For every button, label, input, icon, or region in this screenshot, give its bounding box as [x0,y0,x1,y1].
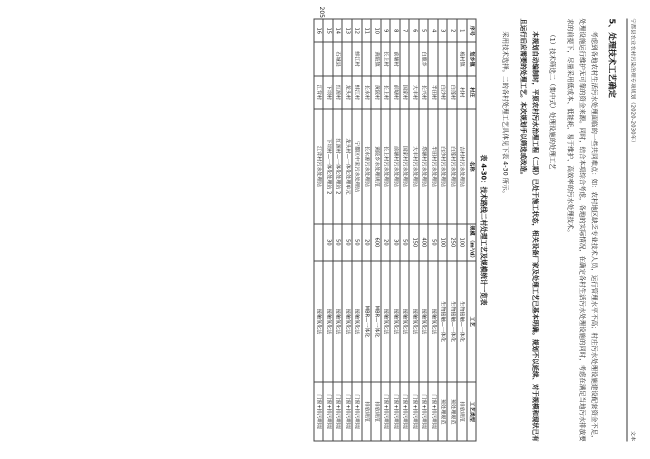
cell-type: 排放规范 [361,382,371,441]
cell-name: 红源村—一体化处理站 2 [332,109,342,224]
cell-tech: MBR—一体化 [371,260,381,382]
cell-town [361,42,371,75]
table-row [428,19,438,441]
cell-village: 大丰村 [409,75,419,108]
col-tech: 工艺 [466,260,476,382]
cell-village: 半田村 [428,75,438,108]
table-row [332,19,342,441]
village-treatment-table [313,18,476,441]
cell-town [342,42,352,75]
cell-type: 门窗+排污明堤 [323,382,333,441]
cell-scale: 50 [332,223,342,260]
cell-type: 门窗+排污明堤 [428,382,438,441]
col-no: 序号 [466,19,476,42]
cell-scale: 150 [409,223,419,260]
table-row [399,19,409,441]
cell-type: 门窗+排污明堤 [409,382,419,441]
cell-type: 门窗+排污明堤 [313,382,323,441]
cell-name: 白莲村污水处理站 [447,109,457,224]
cell-tech: 生物接触—一体化 [457,260,467,382]
col-name: 名称 [466,109,476,224]
page-number: 205 [317,6,325,18]
table-row [361,19,371,441]
paragraph-1: 考虑到各地农村生活污水处理面临的一些共同难点：如：农村地区缺乏专业技术人员，运行管理水平不高；村庄污水处理设施建设配套资金不足，处理设施运行维护无可靠的资金来源。同时，结合本项综合考虑，各地的实际情况，在确定各村生活污水处理设施的同时，考虑在满足当地污水排放要求的前提下，尽量采用低成本、低能耗、易于维护、高效率的污水处理技术。 [566,18,598,441]
cell-tech: 接触氧化法 [418,260,428,382]
cell-scale: 50 [342,223,352,260]
cell-scale: 250 [447,223,457,260]
cell-type: 门窗+排污明堤 [418,382,428,441]
cell-name: 前塘村污水处理站 [390,109,400,224]
table-row [418,19,428,441]
cell-scale: 100 [457,223,467,260]
cell-scale: 400 [418,223,428,260]
cell-town [437,42,447,75]
cell-type: 排放规范 [457,382,467,441]
cell-no: 14 [332,19,342,42]
cell-village: 龙头村 [342,75,352,108]
cell-no: 2 [447,19,457,42]
col-type: 工艺类型 [466,382,476,441]
cell-village: 江背村 [313,75,323,108]
table-row [313,19,323,441]
cell-no: 7 [399,19,409,42]
table-row [390,19,400,441]
cell-name: 国家村污水处理站 [399,109,409,224]
cell-village: 白沙村 [437,75,447,108]
cell-village: 长兴村 [418,75,428,108]
table-row [342,19,352,441]
cell-type: 门窗+排污明堤 [332,382,342,441]
cell-town [447,42,457,75]
paragraph-3: 本规划自动编制时，平原农村污水治理工程（二期）已处于施工状态，相关设备厂家及处理工艺已基本明确。规划不以延续、对于规模和现状已有且运行后应需要的处理工艺。本次规划手以筛选或改造。 [518,18,539,441]
cell-name: 龙头村—一体化处理单元 [342,109,352,224]
cell-no: 5 [418,19,428,42]
cell-no: 9 [380,19,390,42]
cell-tech: 生物接触—一体化 [447,260,457,382]
col-scale: 规模 （m³/d） [468,224,474,261]
cell-tech: 接触氧化法 [332,260,342,382]
page-footer [316,6,335,17]
cell-tech: 生物接触—一体化 [437,260,447,382]
cell-name: 大丰村污水处理站 [409,109,419,224]
cell-tech: 接触氧化法 [390,260,400,382]
table-row [437,19,447,441]
cell-village: 下坝村 [323,75,333,108]
cell-scale [313,223,323,260]
cell-tech: 接触氧化法 [351,260,361,382]
cell-village: 蚌江村 [351,75,361,108]
cell-type: 预处理规范 [437,382,447,441]
table-row [323,19,333,441]
cell-village: 国家村 [399,75,409,108]
cell-name: 宁都区中家污水处理站 [351,109,361,224]
cell-town [428,42,438,75]
cell-town [323,42,333,75]
cell-type: 门窗+排污明堤 [342,382,352,441]
cell-village: 长上村 [380,75,390,108]
cell-name: 塔塘村污水处理站 [418,109,428,224]
header-left-title: 宁都县农业农村污染治理专项规划（2020-2030年） [629,18,635,146]
cell-village: 前塘村 [390,75,400,108]
cell-town: 白鹿乡 [418,42,428,75]
cell-town [313,42,323,75]
cell-type: 门窗+排污明堤 [390,382,400,441]
cell-tech: 接触氧化法 [399,260,409,382]
cell-no: 12 [351,19,361,42]
section-heading: 5、处理技术工艺确定 [607,18,617,98]
table-body [313,19,466,441]
cell-scale: 20 [380,223,390,260]
table-caption: 表 4-30：技术路线二村处理工艺及规模统计一览表 [479,154,488,305]
cell-no: 3 [437,19,447,42]
cell-tech: 接触氧化法 [380,260,390,382]
cell-scale: 50 [399,223,409,260]
cell-scale: 20 [361,223,371,260]
cell-no: 15 [323,19,333,42]
cell-village: 红源村 [332,75,342,108]
cell-no: 6 [409,19,419,42]
cell-name: 下坝村—一体化处理站 2 [323,109,333,224]
cell-scale: 50 [351,223,361,260]
cell-town: 黄陂镇 [371,42,381,75]
cell-name: 黄陂乡水处理规范 [371,109,381,224]
cell-town [399,42,409,75]
cell-tech: MBR—一体化 [361,260,371,382]
header-right-label: 文本 [629,430,635,441]
table-row [371,19,381,441]
cell-name: 白沙村污水处理站 [437,109,447,224]
cell-type: 预处理规范 [447,382,457,441]
cell-no: 13 [342,19,352,42]
table-row [351,19,361,441]
table-row [380,19,390,441]
page-header [626,18,636,441]
cell-type: 门窗+排污明堤 [399,382,409,441]
cell-name: 半田村污水处理站 [428,109,438,224]
cell-type: 排放规范 [371,382,381,441]
paragraph-4: 采用技术选择。二的各村处理工艺具体见下表 4-30 所示。 [500,30,509,197]
cell-tech: 接触氧化法 [409,260,419,382]
table-row [409,19,419,441]
cell-type: 门窗+排污明堤 [351,382,361,441]
cell-village: 黄陂村 [371,75,381,108]
cell-town: 长上村 [380,42,390,75]
cell-town [409,42,419,75]
cell-type: 门窗+排污明堤 [380,382,390,441]
cell-scale: 50 [428,223,438,260]
cell-no: 10 [371,19,381,42]
cell-town: 石城县 [332,42,342,75]
cell-village: 村村 [457,75,467,108]
table-header-row [466,19,476,441]
cell-tech: 接触氧化法 [428,260,438,382]
cell-town: 梅村镇 [457,42,467,75]
cell-scale: 30 [390,223,400,260]
cell-name: 长水源污水处理站 [361,109,371,224]
cell-no: 16 [313,19,323,42]
cell-no: 11 [361,19,371,42]
cell-no: 1 [457,19,467,42]
cell-name: 江背村污水处理站 [313,109,323,224]
cell-scale: 100 [437,223,447,260]
cell-village: 白莲村 [447,75,457,108]
cell-no: 8 [390,19,400,42]
cell-tech: 接触氧化法 [313,260,323,382]
cell-name: 吉村村污水处理站 [457,109,467,224]
table-row [457,19,467,441]
paragraph-2: （1）技术筛选二（集中式）处理设施的处理工艺 [548,30,557,170]
cell-scale: 30 [323,223,333,260]
col-town: 划乡镇 [466,42,476,75]
cell-town: 蚌江村 [351,42,361,75]
cell-town: 前塘村 [390,42,400,75]
cell-tech: 接触氧化法 [323,260,333,382]
cell-village: 长水村 [361,75,371,108]
cell-name: 长上村污水处理站 [380,109,390,224]
cell-tech: 接触氧化法 [342,260,352,382]
cell-no: 4 [428,19,438,42]
cell-scale: 600 [371,223,381,260]
table-row [447,19,457,441]
col-village: 村庄 [466,75,476,108]
